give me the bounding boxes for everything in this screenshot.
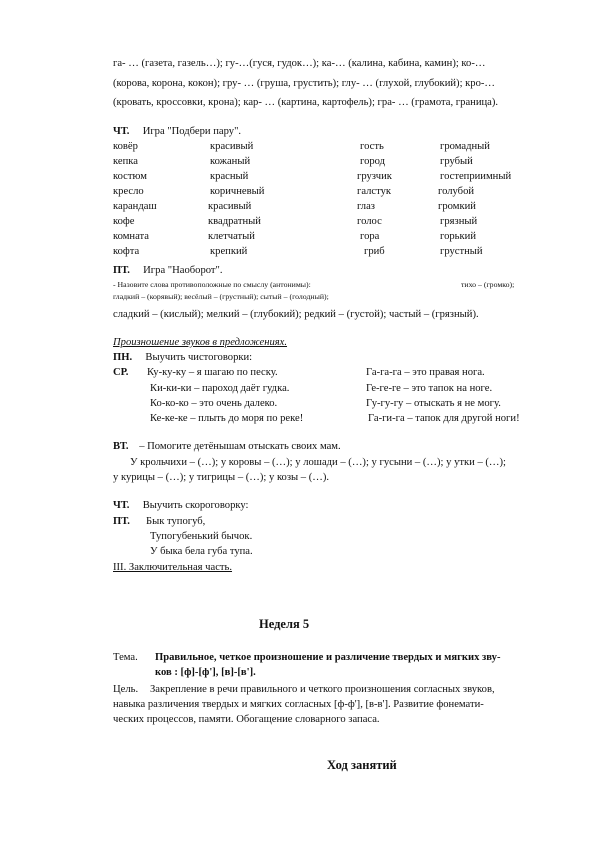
tongue-task-line (113, 499, 248, 513)
twister-left-2: Ки-ки-ки – пароход даёт гудка. (150, 383, 290, 394)
pair-cell: громадный (440, 141, 490, 152)
pair-cell: город (360, 156, 386, 167)
pair-cell: ковёр (113, 141, 138, 152)
twister-right-2: Ге-ге-ге – это тапок на ноге. (366, 383, 493, 394)
tongue-tag2: ПТ. (113, 516, 130, 527)
pair-cell: карандаш (113, 201, 157, 212)
pair-cell: голос (357, 216, 382, 227)
pair-cell: галстук (357, 186, 392, 197)
theme-line-2: ков : [ф]-[ф'], [в]-[в']. (155, 667, 256, 678)
sounds-task: Выучить чистоговорки: (145, 352, 253, 363)
pair-cell: красивый (208, 201, 252, 212)
twister-left-1: Ку-ку-ку – я шагаю по песку. (147, 367, 278, 378)
goal-line-1: Закрепление в речи правильного и четкого произношения согласных звуков, (150, 684, 495, 695)
twister-right-1: Га-га-га – это правая нога. (366, 367, 485, 378)
game1-tag: ЧТ. (113, 126, 130, 137)
intro-line-2: (корова, корона, кокон); гру- … (груша, грустить); глу- … (глухой, глубокий); кро-… (113, 78, 496, 89)
game2-note-line2: гладкий – (корявый); весёлый – (грустный); сытый – (голодный); (113, 292, 329, 301)
pair-cell: грубый (440, 156, 473, 167)
pair-cell: клетчатый (208, 231, 255, 242)
pair-cell: кожаный (210, 156, 251, 167)
pair-cell: кресло (113, 186, 144, 197)
final-part-heading: III. Заключительная часть. (113, 562, 233, 573)
twister-left-4: Ке-ке-ке – плыть до моря по реке! (150, 413, 304, 424)
theme-label: Тема. (113, 652, 138, 663)
pair-cell: крепкий (210, 246, 248, 257)
pair-cell: кофта (113, 246, 140, 257)
theme-line-1: Правильное, четкое произношение и различение твердых и мягких зву- (155, 652, 501, 663)
tongue-line-2: Тупогубенький бычок. (150, 531, 253, 542)
pair-cell: грустный (440, 246, 483, 257)
sounds-tag: ПН. (113, 352, 133, 363)
tongue-line-1: Бык тупогуб, (146, 516, 206, 527)
intro-line-3: (кровать, кроссовки, крона); кар- … (картина, картофель); гра- … (грамота, граница). (113, 97, 499, 108)
pair-cell: горький (440, 231, 476, 242)
tongue-tag: ЧТ. (113, 500, 130, 511)
pair-cell: красивый (210, 141, 254, 152)
week-title: Неделя 5 (259, 617, 310, 631)
vt-task: – Помогите детёнышам отыскать своих мам. (139, 441, 341, 452)
pair-cell: гостеприимный (440, 171, 512, 182)
twister-right-3: Гу-гу-гу – отыскать я не могу. (366, 398, 501, 409)
game1-header (113, 125, 241, 139)
twister-left-3: Ко-ко-ко – это очень далеко. (150, 398, 278, 409)
vt-tag: ВТ. (113, 441, 129, 452)
game2-title: Игра "Наоборот". (143, 265, 223, 276)
pair-cell: коричневый (210, 186, 265, 197)
pair-cell: глаз (357, 201, 375, 212)
game2-note-left: - Назовите слова противоположные по смыслу (антонимы): (113, 280, 311, 289)
game1-title: Игра "Подбери пару". (142, 126, 242, 137)
pair-cell: грузчик (357, 171, 392, 182)
pair-cell: громкий (438, 201, 476, 212)
tongue-task: Выучить скороговорку: (142, 500, 249, 511)
game2-note-right: тихо – (громко); (461, 280, 515, 289)
sounds-tag2: СР. (113, 367, 129, 378)
game2-header (113, 264, 223, 278)
twister-right-4: Га-ги-га – тапок для другой ноги! (368, 413, 520, 424)
goal-line-3: ческих процессов, памяти. Обогащение словарного запаса. (113, 714, 380, 725)
pair-cell: красный (210, 171, 249, 182)
pair-cell: гость (360, 141, 384, 152)
pair-cell: кепка (113, 156, 138, 167)
pair-cell: гора (360, 231, 380, 242)
pair-cell: гриб (364, 246, 385, 257)
pair-cell: комната (113, 231, 149, 242)
vt-task-line (113, 440, 341, 454)
intro-line-1: га- … (газета, газель…); гу-…(гуся, гудок…); ка-… (калина, кабина, камин); ко-… (113, 58, 486, 69)
pair-cell: квадратный (208, 216, 261, 227)
pair-cell: голубой (438, 186, 475, 197)
game2-tag: ПТ. (113, 265, 130, 276)
vt-line-1: У крольчихи – (…); у коровы – (…); у лошади – (…); у гусыни – (…); у утки – (…); (130, 457, 506, 468)
sounds-heading: Произношение звуков в предложениях. (113, 337, 288, 348)
goal-label: Цель. (113, 684, 139, 695)
game2-line3: сладкий – (кислый); мелкий – (глубокий); редкий – (густой); частый – (грязный). (113, 309, 479, 320)
goal-line-2: навыка различения твердых и мягких согласных [ф-ф'], [в-в']. Развитие фонемати- (113, 699, 484, 710)
vt-line-2: у курицы – (…); у тигрицы – (…); у козы – (…). (113, 472, 330, 483)
tongue-line-3: У быка бела губа тупа. (150, 546, 253, 557)
pair-cell: грязный (440, 216, 478, 227)
lesson-heading: Ход занятий (327, 758, 397, 772)
pair-cell: кофе (113, 216, 135, 227)
pair-cell: костюм (113, 171, 147, 182)
sounds-task-line (113, 351, 252, 365)
